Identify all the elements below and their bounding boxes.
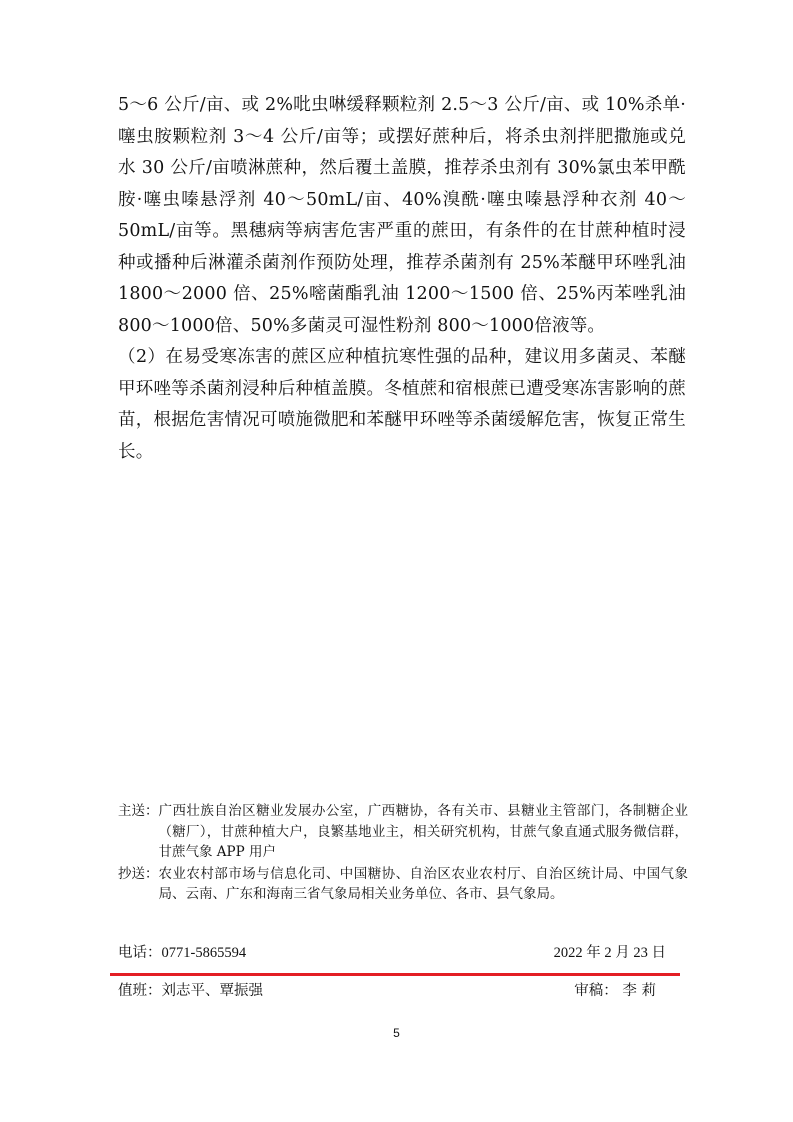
duty-row [118,980,678,1002]
issue-date: 2022 年 2 月 23 日 [553,945,666,961]
phone-number: 电话：0771-5865594 [118,945,247,961]
cc-recipients: 农业农村部市场与信息化司、中国糖协、自治区农业农村厅、自治区统计局、中国气象局、云南、广东和海南三省气象局相关业务单位、各市、县气象局。 [158,865,688,902]
cc-recipients-row [118,864,688,905]
body-paragraph-1: 5～6 公斤/亩、或 2%吡虫啉缓释颗粒剂 2.5～3 公斤/亩、或 10%杀单·噻虫胺颗粒剂 3～4 公斤/亩等；或摆好蔗种后，将杀虫剂拌肥撒施或兑水 30 公斤/亩喷淋蔗种，然后覆土盖膜，推荐杀虫剂有 30%氯虫苯甲酰胺·噻虫嗪悬浮剂 40～50mL/亩、40%溴酰·噻虫嗪悬浮种衣剂 40～50mL/亩等。黑穗病等病害危害严重的蔗田，有条件的在甘蔗种植时浸种或播种后淋灌杀菌剂作预防处理，推荐杀菌剂有 25%苯醚甲环唑乳油 1800～2000 倍、25%嘧菌酯乳油 1200～1500 倍、25%丙苯唑乳油 800～1000倍、50%多菌灵可湿性粉剂 800～1000倍液等。 [118,95,686,336]
reviewer: 审稿： 李 莉 [574,983,656,999]
body-paragraph-2: （2）在易受寒冻害的蔗区应种植抗寒性强的品种，建议用多菌灵、苯醚甲环唑等杀菌剂浸种后种植盖膜。冬植蔗和宿根蔗已遭受寒冻害影响的蔗苗，根据危害情况可喷施微肥和苯醚甲环唑等杀菌缓解危害，恢复正常生长。 [118,347,686,462]
body-text [118,90,686,468]
main-recipients-label: 主送： [118,803,159,819]
red-divider-line [110,973,680,976]
main-recipients-row [118,801,688,863]
cc-recipients-label: 抄送： [118,865,159,882]
duty-staff: 值班：刘志平、覃振强 [118,983,263,999]
distribution-list [118,801,688,905]
page-number: 5 [393,1026,400,1040]
main-recipients: 广西壮族自治区糖业发展办公室，广西糖协，各有关市、县糖业主管部门，各制糖企业（糖厂），甘蔗种植大户，良繁基地业主，相关研究机构，甘蔗气象直通式服务微信群，甘蔗气象 APP 用户 [158,803,688,860]
contact-row [118,942,678,964]
